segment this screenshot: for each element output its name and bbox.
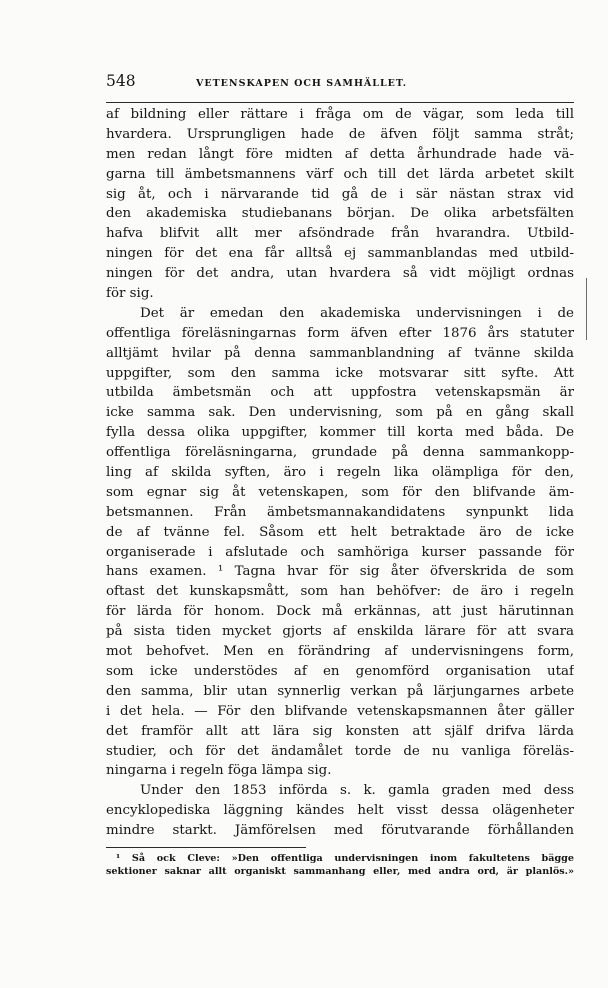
text-line: mot behofvet. Men en förändring af undervisningens form, (106, 644, 574, 660)
text-line: för sig. (106, 286, 154, 302)
page-header (106, 72, 574, 103)
text-line: Det är emedan den akademiska undervisningen i de (140, 305, 574, 321)
text-line: oftast det kunskapsmått, som han behöfver: de äro i regeln (106, 584, 574, 600)
text-line: offentliga föreläsningarna, grundade på denna sammankopp- (106, 445, 574, 461)
text-line: i det hela. — För den blifvande vetenskapsmannen åter gäller (106, 703, 574, 719)
footnote-line: ¹ Så ock Cleve: »Den offentliga undervisningen inom fakultetens bägge (116, 852, 574, 864)
text-line: garna till ämbetsmannens värf och till det lärda arbetet skilt (106, 166, 574, 182)
text-line: hafva blifvit allt mer afsöndrade från hvarandra. Utbild- (106, 226, 574, 242)
text-line: för lärda för honom. Dock må erkännas, att just härutinnan (106, 604, 574, 620)
text-line: mindre starkt. Jämförelsen med förutvarande förhållanden (106, 823, 574, 839)
text-line: studier, och för det ändamålet torde de nu vanliga föreläs- (106, 743, 574, 759)
text-line: encyklopediska läggning kändes helt visst dessa olägenheter (106, 803, 574, 819)
text-line: den samma, blir utan synnerlig verkan på lärjungarnes arbete (106, 683, 574, 699)
text-line: sig åt, och i närvarande tid gå de i sär nästan strax vid (106, 186, 574, 202)
text-line: ningarna i regeln föga lämpa sig. (106, 763, 332, 779)
footnote-line: sektioner saknar allt organiskt sammanhang eller, med andra ord, är planlös.» (106, 866, 574, 878)
text-line: den akademiska studiebanans början. De olika arbetsfälten (106, 206, 574, 222)
body-text (106, 105, 574, 841)
footnote-divider (106, 847, 306, 848)
text-line: uppgifter, som den samma icke motsvarar sitt syfte. Att (106, 365, 574, 381)
footnote (106, 852, 574, 879)
running-title: VETENSKAPEN OCH SAMHÄLLET. (196, 78, 408, 89)
text-line: hans examen. ¹ Tagna hvar för sig åter öfverskrida de som (106, 564, 574, 580)
text-line: ningen för det andra, utan hvardera så vidt möjligt ordnas (106, 266, 574, 282)
margin-mark (586, 278, 587, 340)
text-line: som egnar sig åt vetenskapen, som för den blifvande äm- (106, 484, 574, 500)
text-line: icke samma sak. Den undervisning, som på en gång skall (106, 405, 574, 421)
text-line: på sista tiden mycket gjorts af enskilda lärare för att svara (106, 624, 574, 640)
book-page (106, 72, 574, 879)
text-line: ling af skilda syften, äro i regeln lika olämpliga för den, (106, 465, 574, 481)
page-number: 548 (106, 72, 136, 90)
text-line: som icke understödes af en genomförd organisation utaf (106, 663, 574, 679)
text-line: det framför allt att lära sig konsten att själf drifva lärda (106, 723, 574, 739)
text-line: offentliga föreläsningarnas form äfven efter 1876 års statuter (106, 325, 574, 341)
text-line: fylla dessa olika uppgifter, kommer till korta med båda. De (106, 425, 574, 441)
text-line: hvardera. Ursprungligen hade de äfven följt samma stråt; (106, 126, 574, 142)
text-line: organiserade i afslutade och samhöriga kurser passande för (106, 544, 574, 560)
text-line: ningen för det ena får alltså ej sammanblandas med utbild- (106, 246, 574, 262)
text-line: betsmannen. Från ämbetsmannakandidatens synpunkt lida (106, 504, 574, 520)
text-line: utbilda ämbetsmän och att uppfostra vetenskapsmän är (106, 385, 574, 401)
text-line: af bildning eller rättare i fråga om de vägar, som leda till (106, 107, 574, 122)
text-line: alltjämt hvilar på denna sammanblandning af tvänne skilda (106, 345, 574, 361)
text-line: de af tvänne fel. Såsom ett helt betraktade äro de icke (106, 524, 574, 540)
text-line: Under den 1853 införda s. k. gamla graden med dess (140, 783, 574, 799)
text-line: men redan långt före midten af detta århundrade hade vä- (106, 146, 574, 162)
